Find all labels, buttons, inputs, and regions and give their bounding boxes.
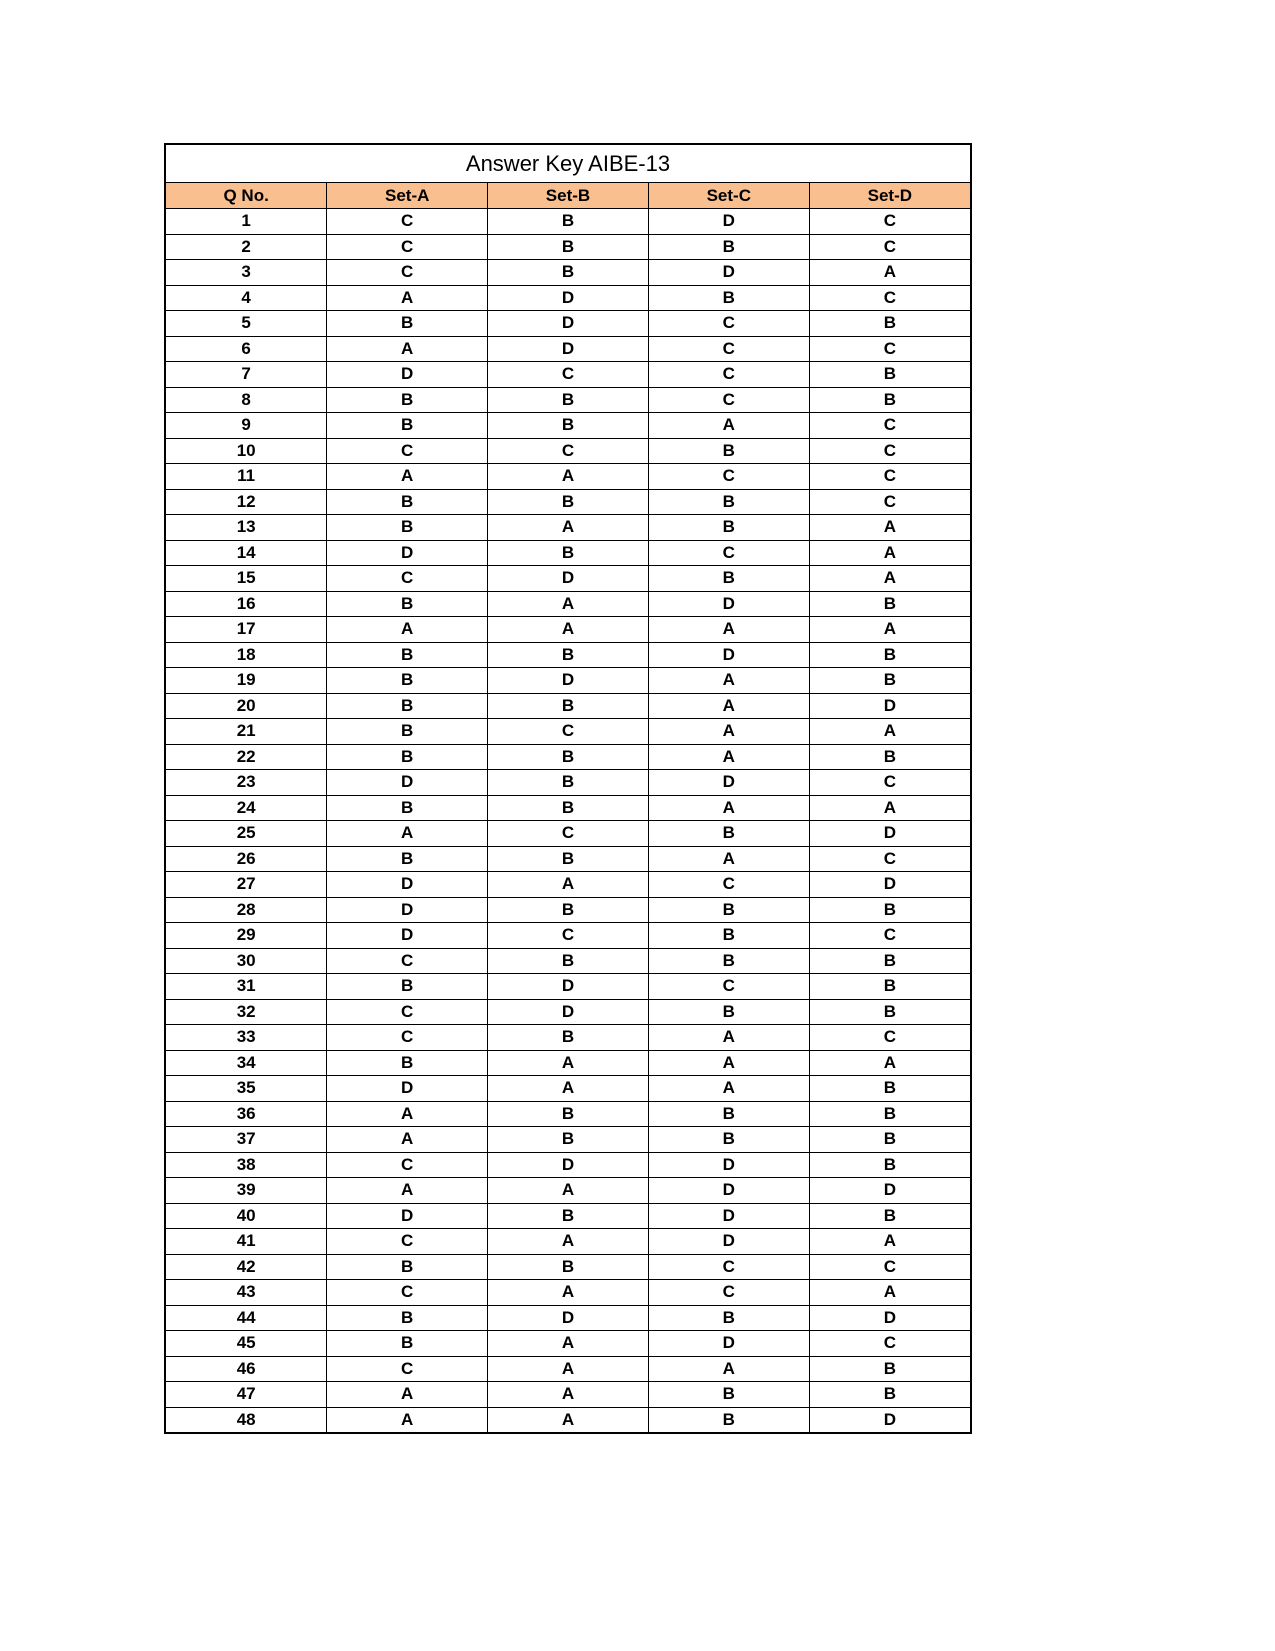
set-c-cell: D <box>648 260 809 286</box>
set-c-cell: D <box>648 770 809 796</box>
set-d-cell: D <box>809 1305 970 1331</box>
table-row <box>166 1407 970 1432</box>
set-c-cell: A <box>648 693 809 719</box>
q-no-cell: 29 <box>166 923 327 949</box>
set-b-cell: B <box>488 413 649 439</box>
set-b-cell: B <box>488 260 649 286</box>
set-d-cell: B <box>809 1203 970 1229</box>
table-row <box>166 413 970 439</box>
q-no-cell: 41 <box>166 1229 327 1255</box>
set-c-cell: B <box>648 1407 809 1432</box>
set-a-cell: B <box>327 413 488 439</box>
set-c-cell: B <box>648 285 809 311</box>
set-a-cell: D <box>327 1076 488 1102</box>
q-no-cell: 10 <box>166 438 327 464</box>
set-c-cell: B <box>648 948 809 974</box>
table-row <box>166 1101 970 1127</box>
set-b-cell: A <box>488 515 649 541</box>
set-d-cell: B <box>809 591 970 617</box>
set-b-cell: C <box>488 438 649 464</box>
table-row <box>166 566 970 592</box>
set-c-cell: A <box>648 617 809 643</box>
q-no-cell: 19 <box>166 668 327 694</box>
set-a-cell: C <box>327 1152 488 1178</box>
set-b-cell: B <box>488 1254 649 1280</box>
table-row <box>166 336 970 362</box>
set-b-cell: B <box>488 1101 649 1127</box>
set-c-cell: D <box>648 1229 809 1255</box>
set-c-cell: B <box>648 821 809 847</box>
set-b-cell: A <box>488 1407 649 1432</box>
set-c-cell: A <box>648 719 809 745</box>
table-row <box>166 846 970 872</box>
set-d-cell: B <box>809 948 970 974</box>
q-no-cell: 33 <box>166 1025 327 1051</box>
q-no-cell: 9 <box>166 413 327 439</box>
set-a-cell: B <box>327 668 488 694</box>
set-d-cell: A <box>809 566 970 592</box>
set-b-cell: A <box>488 1178 649 1204</box>
set-a-cell: C <box>327 438 488 464</box>
table-row <box>166 1050 970 1076</box>
set-c-cell: C <box>648 1280 809 1306</box>
set-a-cell: B <box>327 387 488 413</box>
q-no-cell: 45 <box>166 1331 327 1357</box>
table-row <box>166 1076 970 1102</box>
q-no-cell: 17 <box>166 617 327 643</box>
set-a-cell: A <box>327 1382 488 1408</box>
set-b-cell: C <box>488 821 649 847</box>
answer-key-table <box>166 183 970 1432</box>
set-d-cell: A <box>809 540 970 566</box>
set-b-cell: D <box>488 668 649 694</box>
table-row <box>166 209 970 235</box>
set-d-cell: C <box>809 1254 970 1280</box>
q-no-cell: 13 <box>166 515 327 541</box>
set-a-cell: A <box>327 1101 488 1127</box>
set-c-cell: A <box>648 1076 809 1102</box>
set-a-cell: B <box>327 1331 488 1357</box>
set-c-cell: A <box>648 1356 809 1382</box>
set-d-cell: C <box>809 413 970 439</box>
q-no-cell: 42 <box>166 1254 327 1280</box>
q-no-cell: 36 <box>166 1101 327 1127</box>
set-b-cell: C <box>488 362 649 388</box>
set-a-cell: C <box>327 1280 488 1306</box>
set-a-cell: C <box>327 566 488 592</box>
set-a-cell: C <box>327 948 488 974</box>
set-a-cell: C <box>327 999 488 1025</box>
set-b-cell: D <box>488 974 649 1000</box>
set-a-cell: D <box>327 540 488 566</box>
set-a-cell: D <box>327 770 488 796</box>
set-b-cell: D <box>488 336 649 362</box>
set-b-cell: B <box>488 209 649 235</box>
set-d-cell: B <box>809 744 970 770</box>
set-c-cell: B <box>648 999 809 1025</box>
q-no-cell: 31 <box>166 974 327 1000</box>
set-a-cell: D <box>327 1203 488 1229</box>
q-no-cell: 35 <box>166 1076 327 1102</box>
table-row <box>166 1025 970 1051</box>
set-c-cell: B <box>648 234 809 260</box>
set-d-cell: C <box>809 209 970 235</box>
set-d-cell: C <box>809 285 970 311</box>
table-row <box>166 897 970 923</box>
page-title: Answer Key AIBE-13 <box>166 145 970 183</box>
set-c-cell: D <box>648 1152 809 1178</box>
q-no-cell: 16 <box>166 591 327 617</box>
set-b-cell: A <box>488 1280 649 1306</box>
set-d-cell: B <box>809 1127 970 1153</box>
set-a-cell: B <box>327 311 488 337</box>
table-row <box>166 1382 970 1408</box>
set-c-cell: B <box>648 1127 809 1153</box>
table-row <box>166 489 970 515</box>
set-b-cell: B <box>488 948 649 974</box>
set-a-cell: B <box>327 515 488 541</box>
q-no-cell: 2 <box>166 234 327 260</box>
column-header-set-b: Set-B <box>488 183 649 209</box>
set-b-cell: A <box>488 591 649 617</box>
table-row <box>166 642 970 668</box>
set-b-cell: A <box>488 1382 649 1408</box>
set-c-cell: C <box>648 974 809 1000</box>
set-d-cell: B <box>809 1382 970 1408</box>
set-c-cell: A <box>648 668 809 694</box>
q-no-cell: 11 <box>166 464 327 490</box>
set-a-cell: A <box>327 617 488 643</box>
set-d-cell: D <box>809 821 970 847</box>
set-c-cell: A <box>648 795 809 821</box>
set-a-cell: B <box>327 846 488 872</box>
set-d-cell: B <box>809 897 970 923</box>
q-no-cell: 32 <box>166 999 327 1025</box>
set-a-cell: B <box>327 744 488 770</box>
table-row <box>166 948 970 974</box>
q-no-cell: 24 <box>166 795 327 821</box>
set-b-cell: D <box>488 1152 649 1178</box>
q-no-cell: 25 <box>166 821 327 847</box>
set-b-cell: D <box>488 1305 649 1331</box>
table-row <box>166 770 970 796</box>
q-no-cell: 15 <box>166 566 327 592</box>
set-a-cell: B <box>327 693 488 719</box>
set-c-cell: B <box>648 566 809 592</box>
set-a-cell: C <box>327 260 488 286</box>
table-row <box>166 591 970 617</box>
set-b-cell: B <box>488 897 649 923</box>
set-c-cell: C <box>648 464 809 490</box>
set-a-cell: C <box>327 209 488 235</box>
set-d-cell: C <box>809 1025 970 1051</box>
q-no-cell: 27 <box>166 872 327 898</box>
set-b-cell: D <box>488 285 649 311</box>
q-no-cell: 6 <box>166 336 327 362</box>
set-a-cell: A <box>327 1178 488 1204</box>
set-c-cell: C <box>648 387 809 413</box>
set-c-cell: B <box>648 489 809 515</box>
q-no-cell: 40 <box>166 1203 327 1229</box>
table-row <box>166 1254 970 1280</box>
set-d-cell: A <box>809 515 970 541</box>
q-no-cell: 7 <box>166 362 327 388</box>
set-a-cell: A <box>327 336 488 362</box>
q-no-cell: 20 <box>166 693 327 719</box>
set-b-cell: D <box>488 311 649 337</box>
set-b-cell: A <box>488 1356 649 1382</box>
set-b-cell: C <box>488 719 649 745</box>
set-d-cell: A <box>809 617 970 643</box>
table-row <box>166 540 970 566</box>
q-no-cell: 8 <box>166 387 327 413</box>
set-c-cell: C <box>648 540 809 566</box>
set-d-cell: B <box>809 387 970 413</box>
header-row <box>166 183 970 209</box>
table-row <box>166 515 970 541</box>
table-row <box>166 1127 970 1153</box>
set-b-cell: A <box>488 617 649 643</box>
set-d-cell: A <box>809 1280 970 1306</box>
table-row <box>166 311 970 337</box>
answer-key-sheet <box>164 143 972 1434</box>
set-d-cell: C <box>809 1331 970 1357</box>
table-row <box>166 668 970 694</box>
table-row <box>166 974 970 1000</box>
set-c-cell: B <box>648 1305 809 1331</box>
set-a-cell: A <box>327 1407 488 1432</box>
set-d-cell: B <box>809 1101 970 1127</box>
set-c-cell: A <box>648 1025 809 1051</box>
set-d-cell: B <box>809 974 970 1000</box>
q-no-cell: 43 <box>166 1280 327 1306</box>
column-header-set-d: Set-D <box>809 183 970 209</box>
set-d-cell: A <box>809 1229 970 1255</box>
table-row <box>166 438 970 464</box>
q-no-cell: 21 <box>166 719 327 745</box>
table-row <box>166 1203 970 1229</box>
set-b-cell: B <box>488 770 649 796</box>
set-c-cell: D <box>648 1178 809 1204</box>
set-c-cell: B <box>648 438 809 464</box>
q-no-cell: 5 <box>166 311 327 337</box>
set-a-cell: B <box>327 1050 488 1076</box>
set-a-cell: B <box>327 795 488 821</box>
set-a-cell: B <box>327 974 488 1000</box>
set-b-cell: B <box>488 489 649 515</box>
set-c-cell: A <box>648 744 809 770</box>
set-a-cell: B <box>327 489 488 515</box>
set-d-cell: B <box>809 311 970 337</box>
q-no-cell: 39 <box>166 1178 327 1204</box>
q-no-cell: 34 <box>166 1050 327 1076</box>
set-b-cell: D <box>488 566 649 592</box>
set-d-cell: A <box>809 1050 970 1076</box>
q-no-cell: 48 <box>166 1407 327 1432</box>
set-d-cell: A <box>809 719 970 745</box>
q-no-cell: 46 <box>166 1356 327 1382</box>
set-b-cell: B <box>488 795 649 821</box>
set-b-cell: B <box>488 540 649 566</box>
set-d-cell: B <box>809 642 970 668</box>
set-c-cell: B <box>648 1101 809 1127</box>
set-b-cell: D <box>488 999 649 1025</box>
q-no-cell: 47 <box>166 1382 327 1408</box>
table-row <box>166 999 970 1025</box>
set-c-cell: A <box>648 1050 809 1076</box>
set-b-cell: B <box>488 693 649 719</box>
set-d-cell: B <box>809 1356 970 1382</box>
set-d-cell: B <box>809 1076 970 1102</box>
set-c-cell: B <box>648 923 809 949</box>
table-row <box>166 617 970 643</box>
set-c-cell: C <box>648 336 809 362</box>
q-no-cell: 3 <box>166 260 327 286</box>
table-row <box>166 821 970 847</box>
q-no-cell: 44 <box>166 1305 327 1331</box>
table-row <box>166 1305 970 1331</box>
column-header-qno: Q No. <box>166 183 327 209</box>
set-a-cell: A <box>327 464 488 490</box>
set-a-cell: C <box>327 1356 488 1382</box>
table-row <box>166 464 970 490</box>
set-d-cell: A <box>809 795 970 821</box>
set-d-cell: B <box>809 362 970 388</box>
set-d-cell: C <box>809 464 970 490</box>
table-row <box>166 1178 970 1204</box>
set-b-cell: A <box>488 1229 649 1255</box>
set-b-cell: B <box>488 1203 649 1229</box>
q-no-cell: 22 <box>166 744 327 770</box>
set-a-cell: B <box>327 591 488 617</box>
set-a-cell: D <box>327 872 488 898</box>
q-no-cell: 1 <box>166 209 327 235</box>
table-row <box>166 260 970 286</box>
set-c-cell: B <box>648 515 809 541</box>
set-b-cell: B <box>488 1025 649 1051</box>
set-a-cell: B <box>327 719 488 745</box>
set-b-cell: B <box>488 1127 649 1153</box>
table-row <box>166 923 970 949</box>
table-row <box>166 795 970 821</box>
set-d-cell: C <box>809 336 970 362</box>
q-no-cell: 12 <box>166 489 327 515</box>
q-no-cell: 26 <box>166 846 327 872</box>
set-b-cell: A <box>488 872 649 898</box>
set-c-cell: D <box>648 642 809 668</box>
set-b-cell: B <box>488 642 649 668</box>
set-c-cell: B <box>648 897 809 923</box>
q-no-cell: 18 <box>166 642 327 668</box>
table-row <box>166 1229 970 1255</box>
set-b-cell: B <box>488 846 649 872</box>
table-row <box>166 744 970 770</box>
set-b-cell: C <box>488 923 649 949</box>
q-no-cell: 30 <box>166 948 327 974</box>
table-row <box>166 719 970 745</box>
set-d-cell: C <box>809 923 970 949</box>
set-b-cell: B <box>488 744 649 770</box>
table-row <box>166 1152 970 1178</box>
q-no-cell: 23 <box>166 770 327 796</box>
set-b-cell: A <box>488 464 649 490</box>
column-header-set-a: Set-A <box>327 183 488 209</box>
set-d-cell: B <box>809 999 970 1025</box>
set-d-cell: D <box>809 872 970 898</box>
table-body <box>166 209 970 1433</box>
table-row <box>166 285 970 311</box>
q-no-cell: 38 <box>166 1152 327 1178</box>
set-a-cell: B <box>327 642 488 668</box>
set-d-cell: B <box>809 1152 970 1178</box>
set-d-cell: C <box>809 770 970 796</box>
set-b-cell: A <box>488 1076 649 1102</box>
table-row <box>166 1356 970 1382</box>
q-no-cell: 28 <box>166 897 327 923</box>
set-a-cell: A <box>327 821 488 847</box>
table-row <box>166 387 970 413</box>
set-a-cell: B <box>327 1305 488 1331</box>
set-d-cell: D <box>809 1407 970 1432</box>
set-a-cell: A <box>327 1127 488 1153</box>
set-c-cell: D <box>648 1203 809 1229</box>
set-a-cell: B <box>327 1254 488 1280</box>
set-d-cell: C <box>809 438 970 464</box>
set-c-cell: B <box>648 1382 809 1408</box>
table-row <box>166 362 970 388</box>
set-d-cell: A <box>809 260 970 286</box>
set-c-cell: D <box>648 209 809 235</box>
set-a-cell: D <box>327 897 488 923</box>
q-no-cell: 37 <box>166 1127 327 1153</box>
set-d-cell: C <box>809 846 970 872</box>
set-b-cell: A <box>488 1050 649 1076</box>
set-a-cell: D <box>327 362 488 388</box>
q-no-cell: 4 <box>166 285 327 311</box>
set-d-cell: D <box>809 1178 970 1204</box>
set-d-cell: C <box>809 234 970 260</box>
set-c-cell: D <box>648 1331 809 1357</box>
set-d-cell: D <box>809 693 970 719</box>
set-a-cell: C <box>327 1025 488 1051</box>
set-c-cell: A <box>648 846 809 872</box>
set-a-cell: C <box>327 234 488 260</box>
set-a-cell: C <box>327 1229 488 1255</box>
set-a-cell: A <box>327 285 488 311</box>
q-no-cell: 14 <box>166 540 327 566</box>
set-c-cell: C <box>648 1254 809 1280</box>
table-row <box>166 1331 970 1357</box>
set-d-cell: B <box>809 668 970 694</box>
column-header-set-c: Set-C <box>648 183 809 209</box>
set-c-cell: C <box>648 872 809 898</box>
table-row <box>166 1280 970 1306</box>
table-row <box>166 693 970 719</box>
set-c-cell: C <box>648 362 809 388</box>
set-c-cell: C <box>648 311 809 337</box>
table-row <box>166 234 970 260</box>
set-d-cell: C <box>809 489 970 515</box>
set-c-cell: D <box>648 591 809 617</box>
set-b-cell: A <box>488 1331 649 1357</box>
set-a-cell: D <box>327 923 488 949</box>
set-c-cell: A <box>648 413 809 439</box>
table-row <box>166 872 970 898</box>
set-b-cell: B <box>488 234 649 260</box>
set-b-cell: B <box>488 387 649 413</box>
